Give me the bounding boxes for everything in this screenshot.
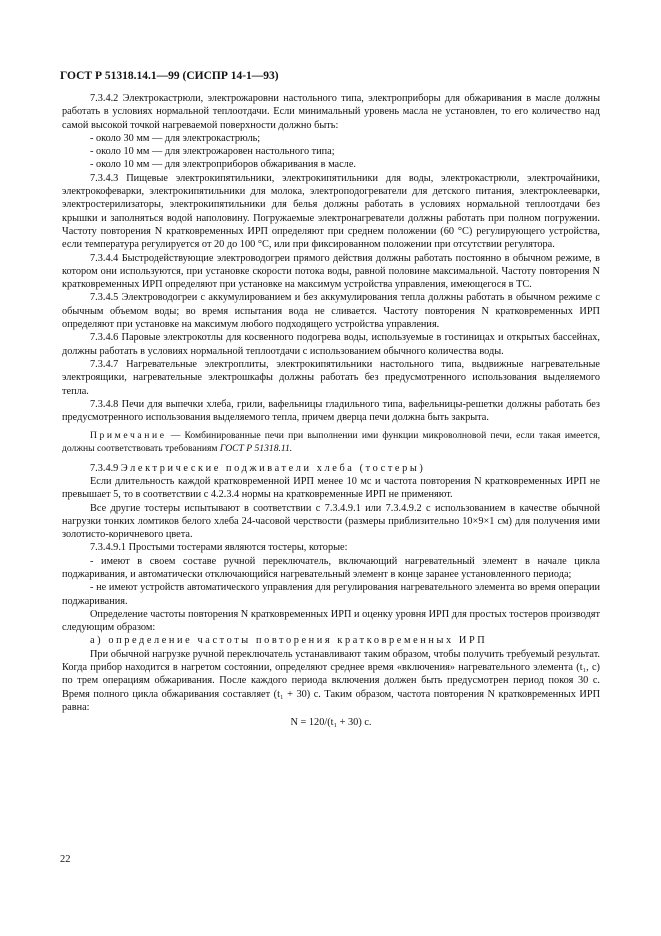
paragraph-7-3-4-9-1: 7.3.4.9.1 Простыми тостерами являются тостеры, которые: (90, 542, 348, 554)
note-reference: ГОСТ Р 51318.11. (219, 443, 293, 455)
paragraph-7-3-4-8: 7.3.4.8 Печи для выпечки хлеба, грили, вафельницы гладильного типа, вафельницы-решетки должны работать без предусмотренного использования выделяемого тепла, причем дверца печи должна быть закрыта. (62, 398, 600, 424)
paragraph: Если длительность каждой кратковременной ИРП менее 10 мс и частота повторения N кратковременных ИРП не превышает 5, то в соответствии с 4.2.3.4 нормы на кратковременные ИРП не применяют. (62, 475, 600, 501)
paragraph: Определение частоты повторения N кратковременных ИРП и оценку уровня ИРП для простых тостеров производят следующим образом: (62, 608, 600, 634)
section-heading-7-3-4-9 (62, 462, 600, 475)
note-label: Примечание (90, 430, 167, 442)
formula: N = 120/(t₁ + 30) с. (290, 717, 372, 729)
list-item: - около 10 мм — для электрожаровен настольного типа; (90, 146, 335, 158)
document-header: ГОСТ Р 51318.14.1—99 (СИСПР 14-1—93) (60, 70, 279, 82)
list-item: - не имеют устройств автоматического управления для регулирования нагревательного элемента во время операции поджаривания. (62, 582, 600, 607)
paragraph: При обычной нагрузке ручной переключатель устанавливают таким образом, чтобы получить требуемый результат. Когда прибор находится в нагретом состоянии, определяют среднее время «включения» нагревательного элемента (t₁, с) по трем операциям обжаривания. После каждого периода включения должен быть предусмотрен период покоя 30 с. Время полного цикла обжаривания составляет (t₁ + 30) с. Таким образом, частота повторения N кратковременных ИРП равна: (62, 648, 600, 713)
page-number: 22 (60, 854, 71, 865)
note-text: — Комбинированные печи при выполнении ими функции микроволновой печи, если такая имеется, должны соответствовать требованиям (62, 430, 600, 455)
paragraph-7-3-4-5: 7.3.4.5 Электроводогреи с аккумулированием и без аккумулирования тепла должны работать в обычном режиме с обычным объемом воды; во время испытания вода не сливается. Частоту повторения N кратковременных ИРП определяют при установке на максимум любого подходящего устройства управления. (62, 292, 600, 331)
section-number: 7.3.4.9 (90, 462, 119, 474)
paragraph-7-3-4-7: 7.3.4.7 Нагревательные электроплиты, электрокипятильники настольного типа, выдвижные нагревательные электроящики, нагревательные электрошкафы должны работать без предусмотренного использования выделяемого тепла. (62, 358, 600, 397)
paragraph: Все другие тостеры испытывают в соответствии с 7.3.4.9.1 или 7.3.4.9.2 с использованием в качестве обычной нагрузки тонких ломтиков белого хлеба 24-часовой черствости (размеры приблизительно 10×9×1 см) для получения ими золотисто-коричневого цвета. (62, 502, 600, 541)
note (62, 430, 600, 455)
paragraph-7-3-4-6: 7.3.4.6 Паровые электрокотлы для косвенного подогрева воды, используемые в гостиницах и открытых бассейнах, должны работать в условиях нормальной теплоотдачи с использованием обычного количества воды. (62, 332, 600, 357)
paragraph-7-3-4-2: 7.3.4.2 Электрокастрюли, электрожаровни настольного типа, электроприборы для обжаривания в масле должны работать в условиях нормальной теплоотдачи. Если минимальный уровень масла не установлен, то его количество над самой высокой точкой нагреваемой поверхности должно быть: (62, 93, 600, 131)
section-title: Электрические подживатели хлеба (тостеры) (120, 462, 426, 474)
paragraph-7-3-4-4: 7.3.4.4 Быстродействующие электроводогреи прямого действия должны работать постоянно в обычном режиме, в котором они используются, при установке скорости потока воды, равной половине максимальной. Частоту повторения N кратковременных ИРП определяют при установке на максимум устройства управления, имеющегося в ТС. (62, 252, 600, 291)
document-body (62, 92, 600, 730)
list-item: - около 30 мм — для электрокастрюль; (90, 132, 261, 144)
subheading-a: а) определение частоты повторения кратковременных ИРП (90, 635, 488, 647)
list-item: - около 10 мм — для электроприборов обжаривания в масле. (90, 159, 356, 171)
paragraph-7-3-4-3: 7.3.4.3 Пищевые электрокипятильники, электрокипятильники для воды, электрокастрюли, электрочайники, электрокофеварки, электрокипятильники для молока, электроподогреватели для детского питания, электроклееварки, электростерилизаторы, электрокипятильники для белья должны работать в условиях нормальной теплоотдачи без крышки и заполняться водой наполовину. Погружаемые электронагреватели должны работать при полном погружении. Частоту повторения N кратковременных ИРП определяют при среднем положении (60 °С) регулирующего устройства, если температура регулируется от 20 до 100 °С, или при фиксированном положении при отсутствии регулятора. (62, 172, 600, 251)
list-item: - имеют в своем составе ручной переключатель, включающий нагревательный элемент в начале цикла поджаривания, и автоматически отключающийся нагревательный элемент в конце заранее установленного периода; (62, 555, 600, 580)
